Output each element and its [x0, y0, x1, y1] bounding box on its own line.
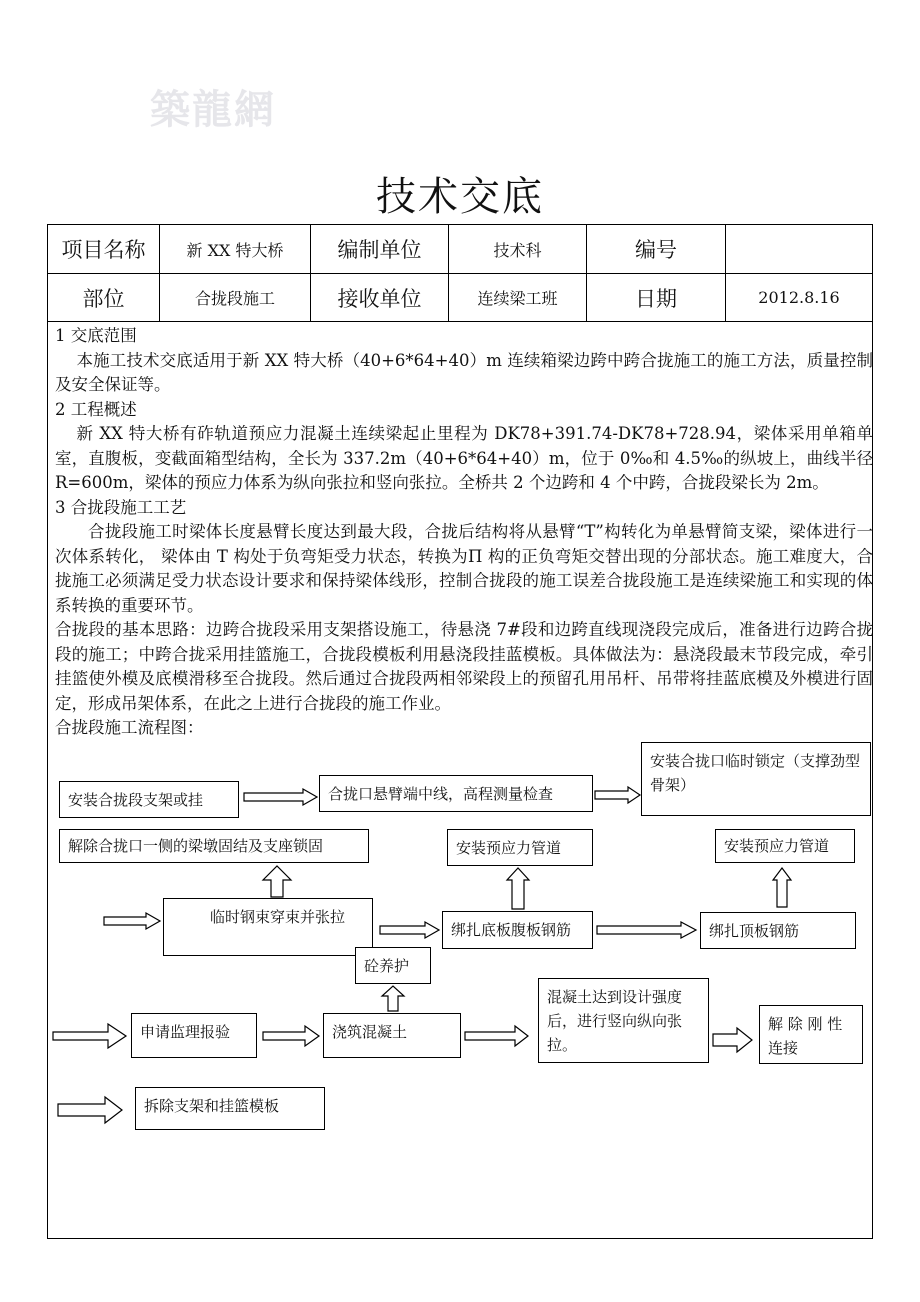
flow-step-curing: 砼养护 — [355, 947, 431, 984]
flow-step-remove-formwork: 拆除支架和挂篮模板 — [135, 1087, 325, 1130]
flow-step-bottom-rebar: 绑扎底板腹板钢筋 — [442, 911, 593, 949]
arrow-up-icon — [263, 866, 291, 897]
flow-step-temp-lock: 安装合拢口临时锁定（支撑劲型骨架） — [641, 742, 871, 816]
value-position: 合拢段施工 — [160, 274, 311, 322]
section-3-title: 3 合拢段施工工艺 — [55, 497, 187, 517]
flow-step-inspection: 申请监理报验 — [131, 1013, 257, 1058]
flow-step-tensioning: 混凝土达到设计强度后，进行竖向纵向张拉。 — [538, 978, 709, 1063]
flow-step-top-rebar: 绑扎顶板钢筋 — [700, 912, 856, 949]
flow-step-survey-check: 合拢口悬臂端中线，高程测量检查 — [319, 775, 593, 812]
label-position: 部位 — [48, 274, 160, 322]
watermark: 築龍網 — [150, 86, 276, 133]
arrow-up-icon — [382, 986, 404, 1011]
section-1-title: 1 交底范围 — [55, 326, 137, 345]
label-receiving-unit: 接收单位 — [311, 274, 449, 322]
flow-step-install-support: 安装合拢段支架或挂 — [59, 781, 239, 818]
arrow-right-icon — [244, 789, 317, 805]
arrow-right-icon — [597, 922, 696, 938]
value-receiving-unit: 连续梁工班 — [449, 274, 587, 322]
label-compiling-unit: 编制单位 — [311, 225, 449, 274]
section-3-para-2: 合拢段的基本思路：边跨合拢段采用支架搭设施工，待悬浇 7#段和边跨直线现浇段完成后，准备进行边跨合拢段的施工；中跨合拢采用挂篮施工，合拢段模板利用悬浇段挂蓝模板。具体做法为：悬浇段最末节段完成，牵引挂篮使外模及底模滑移至合拢段。然后通过合拢段两相邻梁段上的预留孔用吊杆、吊带将挂蓝底模及外模进行固定，形成吊架体系，在此之上进行合拢段的施工作业。 — [55, 620, 873, 713]
arrow-right-icon — [713, 1028, 752, 1052]
section-3-para-1: 合拢段施工时梁体长度悬臂长度达到最大段，合拢后结构将从悬臂“T”构转化为单悬臂简支梁，梁体进行一次体系转化， 梁体由 T 构处于负弯矩受力状态，转换为Π 构的正负弯矩交替出现的分部状态。施工难度大，合拢施工必须满足受力状态设计要求和保持梁体线形，控制合拢段的施工误差合拢段施工是连续梁施工和实现的体系转换的重要环节。 — [55, 522, 873, 615]
flow-step-prestress-duct-1: 安装预应力管道 — [447, 829, 593, 866]
label-project-name: 项目名称 — [48, 225, 160, 274]
arrow-right-icon — [380, 922, 439, 938]
arrow-right-icon — [263, 1026, 319, 1046]
label-date: 日期 — [587, 274, 726, 322]
value-project-name: 新 XX 特大桥 — [160, 225, 311, 274]
section-1-body: 本施工技术交底适用于新 XX 特大桥（40+6*64+40）m 连续箱梁边跨中跨合拢施工的施工方法，质量控制及安全保证等。 — [55, 350, 873, 394]
section-2-title: 2 工程概述 — [55, 399, 137, 419]
arrow-right-icon — [53, 1024, 126, 1048]
flow-step-prestress-duct-2: 安装预应力管道 — [715, 829, 855, 863]
value-date: 2012.8.16 — [726, 274, 873, 322]
arrow-up-icon — [773, 868, 791, 907]
arrow-up-icon — [507, 868, 529, 909]
value-compiling-unit: 技术科 — [449, 225, 587, 274]
flow-step-release-fixation: 解除合拢口一侧的梁墩固结及支座锁固 — [59, 829, 369, 863]
flow-step-release-rigid: 解 除 刚 性 连接 — [759, 1005, 863, 1064]
flow-step-temp-tendon: 临时钢束穿束并张拉 — [163, 898, 373, 956]
page-title: 技术交底 — [376, 174, 544, 220]
arrow-right-icon — [465, 1026, 528, 1046]
section-3-para-3: 合拢段施工流程图： — [55, 718, 204, 737]
flow-step-pour-concrete: 浇筑混凝土 — [323, 1013, 461, 1058]
section-2-body: 新 XX 特大桥有砟轨道预应力混凝土连续梁起止里程为 DK78+391.74-DK78+728.94，梁体采用单箱单室，直腹板，变截面箱型结构，全长为 337.2m（40+6*64+40）m，位于 0‰和 4.5‰的纵坡上，曲线半径 R=600m，梁体的预应力体系为纵向张拉和竖向张拉。全桥共 2 个边跨和 4 个中跨，合拢段梁长为 2m。 — [55, 424, 873, 492]
arrow-right-icon — [104, 913, 160, 929]
arrow-right-icon — [595, 787, 640, 803]
arrow-right-icon — [58, 1097, 122, 1123]
label-number: 编号 — [587, 225, 726, 274]
